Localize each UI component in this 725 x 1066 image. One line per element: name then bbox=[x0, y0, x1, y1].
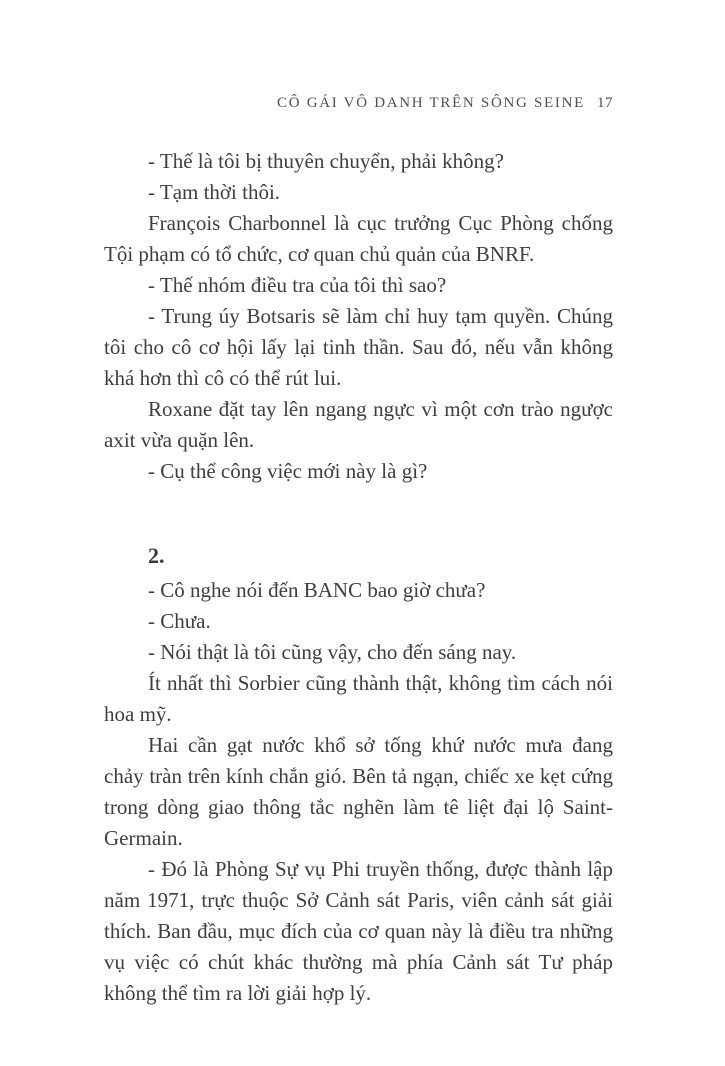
text-block bbox=[104, 146, 613, 1009]
paragraph: François Charbonnel là cục trưởng Cục Phòng chống Tội phạm có tổ chức, cơ quan chủ quản của BNRF. bbox=[104, 211, 613, 266]
section-heading: 2. bbox=[148, 543, 165, 568]
paragraph: - Thế là tôi bị thuyên chuyển, phải không? bbox=[148, 149, 504, 173]
paragraph: Ít nhất thì Sorbier cũng thành thật, không tìm cách nói hoa mỹ. bbox=[104, 671, 613, 726]
paragraph: - Đó là Phòng Sự vụ Phi truyền thống, được thành lập năm 1971, trực thuộc Sở Cảnh sát Paris, viên cảnh sát giải thích. Ban đầu, mục đích của cơ quan này là điều tra những vụ việc có chút khác thường mà phía Cảnh sát Tư pháp không thể tìm ra lời giải hợp lý. bbox=[104, 857, 613, 1005]
paragraph: - Cụ thể công việc mới này là gì? bbox=[148, 459, 428, 483]
running-title: CÔ GÁI VÔ DANH TRÊN SÔNG SEINE bbox=[277, 95, 585, 111]
paragraph: - Tạm thời thôi. bbox=[148, 180, 281, 204]
paragraph: Roxane đặt tay lên ngang ngực vì một cơn trào ngược axit vừa quặn lên. bbox=[104, 397, 613, 452]
page-header bbox=[104, 95, 613, 112]
paragraph: - Cô nghe nói đến BANC bao giờ chưa? bbox=[148, 578, 486, 602]
paragraph: - Thế nhóm điều tra của tôi thì sao? bbox=[148, 273, 447, 297]
paragraph: - Nói thật là tôi cũng vậy, cho đến sáng nay. bbox=[148, 640, 517, 664]
page-number: 17 bbox=[597, 95, 613, 111]
paragraph: Hai cần gạt nước khổ sở tống khứ nước mưa đang chảy tràn trên kính chắn gió. Bên tả ngạn, chiếc xe kẹt cứng trong dòng giao thông tắc nghẽn làm tê liệt đại lộ Saint-Germain. bbox=[104, 733, 613, 850]
paragraph: - Chưa. bbox=[148, 609, 211, 633]
paragraph: - Trung úy Botsaris sẽ làm chỉ huy tạm quyền. Chúng tôi cho cô cơ hội lấy lại tinh thần. Sau đó, nếu vẫn không khá hơn thì cô có thể rút lui. bbox=[104, 304, 613, 390]
